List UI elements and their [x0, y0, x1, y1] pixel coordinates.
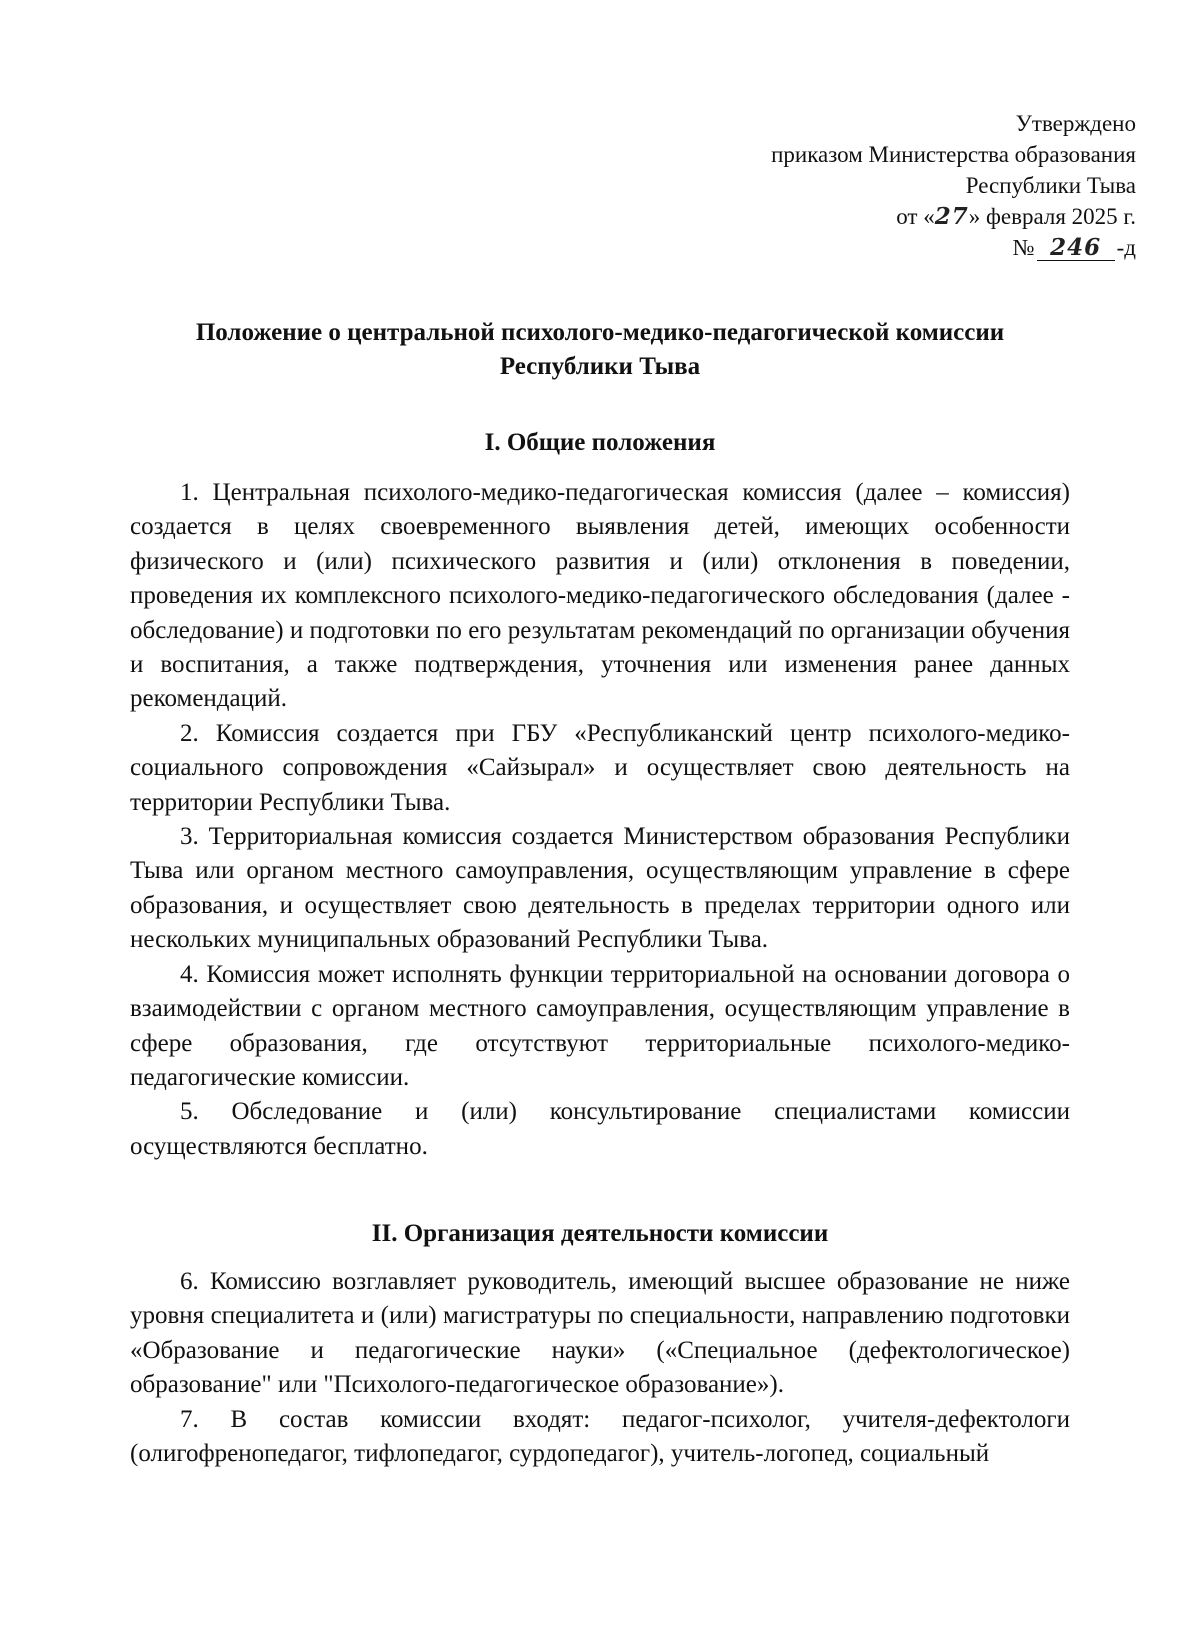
document-title-line-2: Республики Тыва [499, 353, 701, 380]
approval-block [771, 108, 1136, 263]
section-2-body [130, 1265, 1070, 1471]
approval-line-republic: Республики Тыва [965, 173, 1136, 198]
paragraph-4: 4. Комиссия может исполнять функции территориальной на основании договора о взаимодействии с органом местного самоуправления, осуществляющим управление в сфере образования, где отсутствуют территориальные психолого-медико-педагогические комиссии. [130, 960, 1070, 1091]
paragraph-5: 5. Обследование и (или) консультирование специалистами комиссии осуществляются бесплатно. [130, 1098, 1070, 1160]
approval-number-handwritten: 246 [1037, 236, 1115, 261]
document-title-line-1: Положение о центральной психолого-медико-педагогической комиссии [195, 319, 1005, 346]
approval-date [771, 201, 1136, 232]
approval-number-suffix: -д [1116, 235, 1136, 260]
section-1-body [130, 476, 1070, 1164]
section-1-heading: I. Общие положения [484, 429, 716, 456]
approval-number-prefix: № [1012, 235, 1035, 260]
paragraph-7: 7. В состав комиссии входят: педагог-психолог, учителя-дефектологи (олигофренопедагог, тифлопедагог, сурдопедагог), учитель-логопед, социальный [130, 1405, 1070, 1468]
approval-date-suffix: » февраля 2025 г. [968, 204, 1136, 229]
paragraph-6: 6. Комиссию возглавляет руководитель, имеющий высшее образование не ниже уровня специалитета и (или) магистратуры по специальности, направлению подготовки «Образование и педагогические науки» («Специальное (дефектологическое) образование" или "Психолого-педагогическое образование»). [130, 1268, 1070, 1399]
paragraph-3: 3. Территориальная комиссия создается Министерством образования Республики Тыва или органом местного самоуправления, осуществляющим управление в сфере образования, и осуществляет свою деятельность в пределах территории одного или нескольких муниципальных образований Республики Тыва. [130, 823, 1070, 954]
document-title [130, 316, 1070, 384]
approval-date-day-handwritten: 27 [934, 203, 969, 230]
approval-date-prefix: от « [896, 204, 935, 229]
section-2-heading: II. Организация деятельности комиссии [371, 1220, 829, 1247]
approval-line-order: приказом Министерства образования [771, 142, 1136, 167]
paragraph-1: 1. Центральная психолого-медико-педагогическая комиссия (далее – комиссия) создается в целях своевременного выявления детей, имеющих особенности физического и (или) психического развития и (или) отклонения в поведении, проведения их комплексного психолого-медико-педагогического обследования (далее - обследование) и подготовки по его результатам рекомендаций по организации обучения и воспитания, а также подтверждения, уточнения или изменения ранее данных рекомендаций. [130, 479, 1070, 713]
paragraph-2: 2. Комиссия создается при ГБУ «Республиканский центр психолого-медико-социального сопровождения «Сайзырал» и осуществляет свою деятельность на территории Республики Тыва. [130, 719, 1070, 816]
approval-line-approved: Утверждено [1015, 111, 1136, 136]
approval-number [771, 232, 1136, 263]
